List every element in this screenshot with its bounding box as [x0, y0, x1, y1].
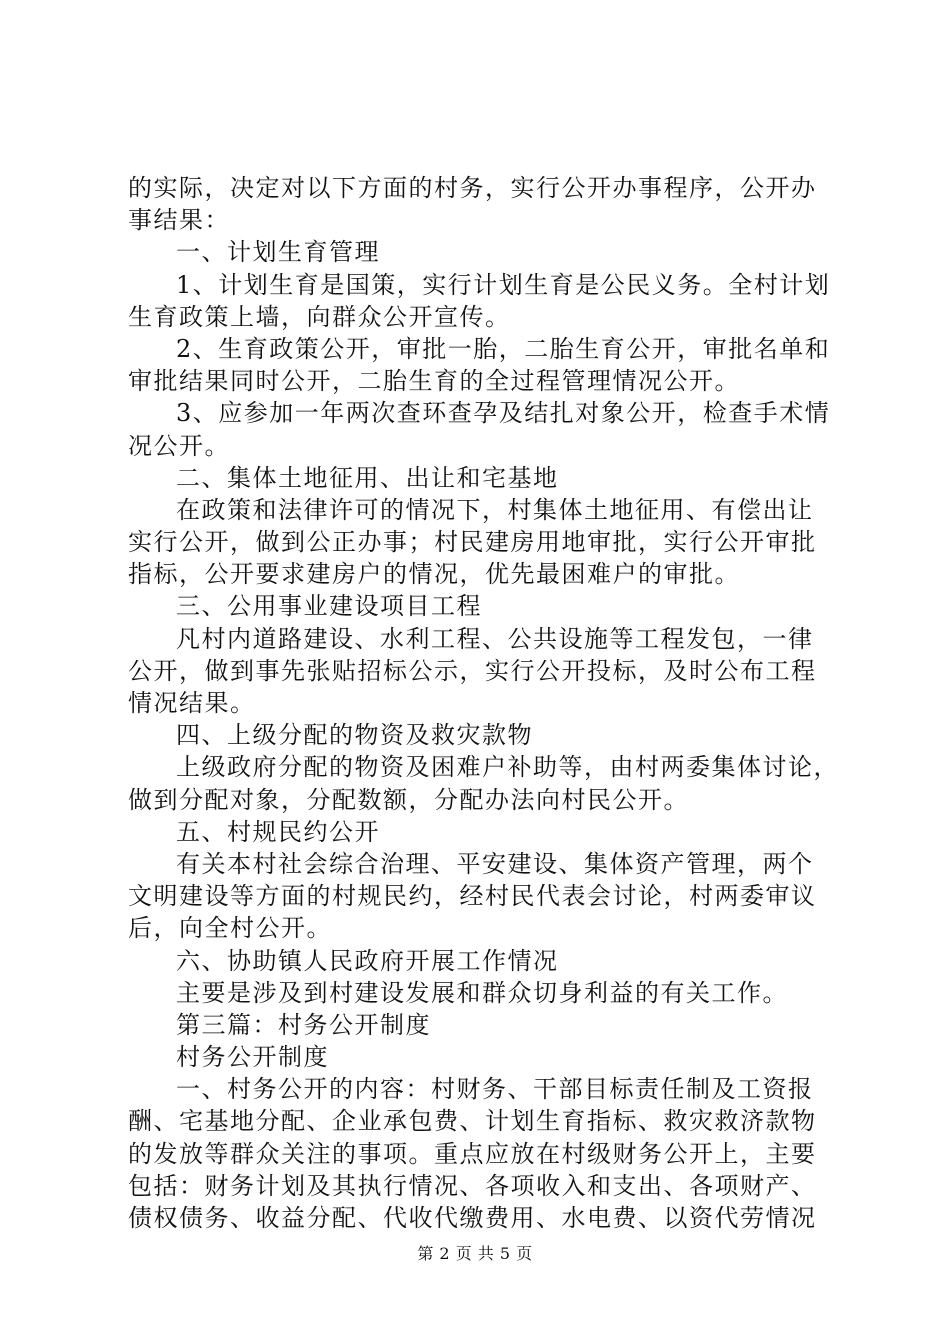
text-line: 况公开。: [128, 431, 230, 460]
page-footer: 第 2 页 共 5 页: [417, 1244, 533, 1263]
text-line: 事结果：: [128, 206, 230, 235]
text-line: 做到分配对象，分配数额，分配办法向村民公开。: [128, 785, 689, 814]
text-line: 六、协助镇人民政府开展工作情况: [176, 946, 559, 975]
text-line: 凡村内道路建设、水利工程、公共设施等工程发包，一律: [176, 624, 814, 653]
text-line: 债权债务、收益分配、代收代缴费用、水电费、以资代劳情况: [128, 1204, 817, 1232]
text-line: 文明建设等方面的村规民约，经村民代表会讨论，村两委审议: [128, 882, 817, 911]
text-line: 上级政府分配的物资及困难户补助等，由村两委集体讨论，: [176, 753, 839, 782]
text-line: 有关本村社会综合治理、平安建设、集体资产管理，两个: [176, 849, 814, 878]
text-line: 的发放等群众关注的事项。重点应放在村级财务公开上，主要: [128, 1139, 817, 1168]
text-line: 指标，公开要求建房户的情况，优先最困难户的审批。: [128, 560, 740, 589]
text-line: 村务公开制度: [176, 1043, 329, 1072]
text-line: 公开，做到事先张贴招标公示，实行公开投标，及时公布工程: [128, 656, 817, 685]
text-line: 五、村规民约公开: [176, 817, 380, 846]
text-line: 包括：财务计划及其执行情况、各项收入和支出、各项财产、: [128, 1171, 817, 1200]
text-line: 二、集体土地征用、出让和宅基地: [176, 463, 559, 492]
text-line: 实行公开，做到公正办事；村民建房用地审批，实行公开审批: [128, 528, 817, 557]
text-line: 情况结果。: [128, 689, 256, 717]
text-line: 一、村务公开的内容：村财务、干部目标责任制及工资报: [176, 1075, 814, 1104]
text-line: 三、公用事业建设项目工程: [176, 592, 482, 621]
text-line: 一、计划生育管理: [176, 238, 380, 267]
text-line: 酬、宅基地分配、企业承包费、计划生育指标、救灾救济款物: [128, 1107, 817, 1136]
text-line: 1、计划生育是国策，实行计划生育是公民义务。全村计划: [176, 270, 831, 299]
text-line: 2、生育政策公开，审批一胎，二胎生育公开，审批名单和: [176, 334, 831, 363]
text-line: 的实际，决定对以下方面的村务，实行公开办事程序，公开办: [128, 174, 817, 202]
text-line: 3、应参加一年两次查环查孕及结扎对象公开，检查手术情: [176, 399, 831, 428]
text-line: 审批结果同时公开，二胎生育的全过程管理情况公开。: [128, 367, 740, 396]
text-line: 在政策和法律许可的情况下，村集体土地征用、有偿出让: [176, 495, 814, 524]
text-line: 生育政策上墙，向群众公开宣传。: [128, 302, 511, 331]
text-line: 主要是涉及到村建设发展和群众切身利益的有关工作。: [176, 978, 788, 1007]
document-body: [128, 172, 839, 1234]
text-line: 后，向全村公开。: [128, 914, 332, 943]
text-line: 四、上级分配的物资及救灾款物: [176, 721, 533, 750]
text-line: 第三篇：村务公开制度: [176, 1010, 431, 1039]
